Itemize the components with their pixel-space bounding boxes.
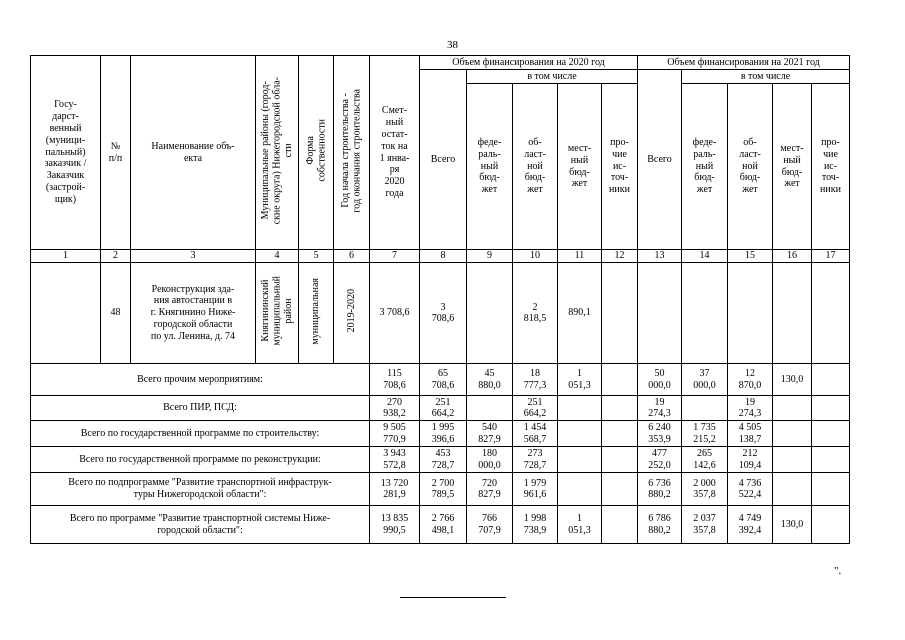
summary-cell-col-8: 2 700 789,5 (420, 473, 467, 506)
col-number: 9 (467, 250, 513, 263)
object-row (31, 263, 850, 364)
col-number: 13 (638, 250, 682, 263)
summary-cell-col-7: 115 708,6 (370, 364, 420, 396)
summary-label: Всего по государственной программе по строительству: (31, 421, 370, 447)
object-regional-2021 (728, 263, 773, 364)
summary-cell-col-15: 12 870,0 (728, 364, 773, 396)
summary-cell-col-13: 6 240 353,9 (638, 421, 682, 447)
summary-rows (31, 364, 850, 544)
header-including-2021: в том числе (682, 70, 850, 84)
summary-cell-col-14: 265 142,6 (682, 447, 728, 473)
col-number: 6 (334, 250, 370, 263)
header-including-2020: в том числе (467, 70, 638, 84)
footnote-divider (400, 597, 506, 598)
column-number-row (31, 250, 850, 263)
object-other-2021 (812, 263, 850, 364)
summary-cell-col-12 (602, 421, 638, 447)
header-customer: Госу- дарст- венный (муници- пальный) заказчик / Заказчик (застрой- щик) (31, 56, 101, 250)
summary-label: Всего по программе "Развитие транспортной системы Ниже- городской области": (31, 506, 370, 544)
summary-cell-col-9: 180 000,0 (467, 447, 513, 473)
header-other-2021: про- чие ис- точ- ники (812, 84, 850, 250)
summary-cell-col-8: 251 664,2 (420, 396, 467, 421)
summary-cell-col-14: 2 037 357,8 (682, 506, 728, 544)
header-object-name: Наименование объ- екта (131, 56, 256, 250)
summary-cell-col-7: 13 720 281,9 (370, 473, 420, 506)
header-local-2021: мест- ный бюд- жет (773, 84, 812, 250)
summary-cell-col-10: 1 979 961,6 (513, 473, 558, 506)
object-local-2021 (773, 263, 812, 364)
summary-cell-col-15: 4 736 522,4 (728, 473, 773, 506)
object-customer-cell (31, 263, 101, 364)
summary-cell-col-10: 1 998 738,9 (513, 506, 558, 544)
summary-cell-col-11 (558, 447, 602, 473)
header-local-2020: мест- ный бюд- жет (558, 84, 602, 250)
summary-cell-col-17 (812, 421, 850, 447)
summary-cell-col-11 (558, 473, 602, 506)
header-federal-2021: феде- раль- ный бюд- жет (682, 84, 728, 250)
col-number: 2 (101, 250, 131, 263)
summary-cell-col-17 (812, 506, 850, 544)
col-number: 5 (299, 250, 334, 263)
col-number: 3 (131, 250, 256, 263)
summary-cell-col-11 (558, 396, 602, 421)
summary-row (31, 396, 850, 421)
financing-table (30, 55, 850, 544)
summary-cell-col-11: 1 051,3 (558, 506, 602, 544)
summary-cell-col-12 (602, 447, 638, 473)
summary-cell-col-10: 1 454 568,7 (513, 421, 558, 447)
header-financing-2021: Объем финансирования на 2021 год (638, 56, 850, 70)
summary-cell-col-7: 13 835 990,5 (370, 506, 420, 544)
col-number: 4 (256, 250, 299, 263)
object-number: 48 (101, 263, 131, 364)
summary-cell-col-8: 2 766 498,1 (420, 506, 467, 544)
col-number: 8 (420, 250, 467, 263)
object-other-2020 (602, 263, 638, 364)
summary-label: Всего ПИР, ПСД: (31, 396, 370, 421)
summary-cell-col-14: 2 000 357,8 (682, 473, 728, 506)
summary-row (31, 473, 850, 506)
summary-cell-col-15: 19 274,3 (728, 396, 773, 421)
summary-cell-col-16: 130,0 (773, 364, 812, 396)
summary-cell-col-14: 1 735 215,2 (682, 421, 728, 447)
summary-cell-col-13: 477 252,0 (638, 447, 682, 473)
summary-cell-col-13: 6 736 880,2 (638, 473, 682, 506)
summary-cell-col-17 (812, 447, 850, 473)
object-ownership: муниципальная (299, 263, 334, 364)
object-district: Княгининский муниципальный район (256, 263, 299, 364)
summary-label: Всего прочим мероприятиям: (31, 364, 370, 396)
summary-cell-col-8: 453 728,7 (420, 447, 467, 473)
header-remainder: Смет- ный остат- ток на 1 янва- ря 2020 года (370, 56, 420, 250)
header-district: Муниципальные районы (город- ские округа) Нижегородской обла- сти (256, 56, 299, 250)
header-regional-2021: об- ласт- ной бюд- жет (728, 84, 773, 250)
summary-row (31, 364, 850, 396)
header-financing-2020: Объем финансирования на 2020 год (420, 56, 638, 70)
col-number: 14 (682, 250, 728, 263)
summary-cell-col-12 (602, 506, 638, 544)
summary-cell-col-16 (773, 396, 812, 421)
summary-cell-col-7: 3 943 572,8 (370, 447, 420, 473)
summary-cell-col-15: 212 109,4 (728, 447, 773, 473)
object-federal-2021 (682, 263, 728, 364)
col-number: 12 (602, 250, 638, 263)
summary-label: Всего по государственной программе по реконструкции: (31, 447, 370, 473)
summary-cell-col-16 (773, 447, 812, 473)
header-federal-2020: феде- раль- ный бюд- жет (467, 84, 513, 250)
summary-cell-col-9: 45 880,0 (467, 364, 513, 396)
object-federal-2020 (467, 263, 513, 364)
object-regional-2020: 2 818,5 (513, 263, 558, 364)
summary-cell-col-15: 4 749 392,4 (728, 506, 773, 544)
summary-cell-col-12 (602, 364, 638, 396)
summary-cell-col-9: 766 707,9 (467, 506, 513, 544)
summary-cell-col-14: 37 000,0 (682, 364, 728, 396)
header-ownership: Форма собственности (299, 56, 334, 250)
summary-cell-col-9 (467, 396, 513, 421)
summary-cell-col-17 (812, 396, 850, 421)
col-number: 7 (370, 250, 420, 263)
closing-quote: ". (834, 565, 842, 577)
summary-cell-col-12 (602, 396, 638, 421)
summary-cell-col-13: 6 786 880,2 (638, 506, 682, 544)
header-regional-2020: об- ласт- ной бюд- жет (513, 84, 558, 250)
summary-cell-col-12 (602, 473, 638, 506)
summary-cell-col-16 (773, 473, 812, 506)
summary-cell-col-10: 251 664,2 (513, 396, 558, 421)
object-total-2020: 3 708,6 (420, 263, 467, 364)
summary-row (31, 447, 850, 473)
summary-cell-col-9: 720 827,9 (467, 473, 513, 506)
col-number: 16 (773, 250, 812, 263)
summary-cell-col-7: 270 938,2 (370, 396, 420, 421)
header-number: № п/п (101, 56, 131, 250)
object-years: 2019-2020 (334, 263, 370, 364)
object-remainder: 3 708,6 (370, 263, 420, 364)
summary-cell-col-13: 19 274,3 (638, 396, 682, 421)
summary-cell-col-10: 273 728,7 (513, 447, 558, 473)
col-number: 10 (513, 250, 558, 263)
summary-cell-col-11 (558, 421, 602, 447)
summary-cell-col-13: 50 000,0 (638, 364, 682, 396)
col-number: 17 (812, 250, 850, 263)
header-years: Год начала строительства - год окончания строительства (334, 56, 370, 250)
summary-cell-col-15: 4 505 138,7 (728, 421, 773, 447)
page-number: 38 (447, 39, 458, 51)
header-total-2021: Всего (638, 70, 682, 250)
summary-cell-col-8: 1 995 396,6 (420, 421, 467, 447)
object-local-2020: 890,1 (558, 263, 602, 364)
summary-label: Всего по подпрограмме "Развитие транспортной инфраструк- туры Нижегородской области": (31, 473, 370, 506)
summary-cell-col-17 (812, 473, 850, 506)
summary-cell-col-8: 65 708,6 (420, 364, 467, 396)
summary-cell-col-7: 9 505 770,9 (370, 421, 420, 447)
summary-row (31, 506, 850, 544)
col-number: 1 (31, 250, 101, 263)
summary-row (31, 421, 850, 447)
summary-cell-col-16 (773, 421, 812, 447)
summary-cell-col-14 (682, 396, 728, 421)
col-number: 11 (558, 250, 602, 263)
header-other-2020: про- чие ис- точ- ники (602, 84, 638, 250)
summary-cell-col-11: 1 051,3 (558, 364, 602, 396)
header-total-2020: Всего (420, 70, 467, 250)
summary-cell-col-17 (812, 364, 850, 396)
object-name: Реконструкция зда- ния автостанции в г. Княгинино Ниже- городской области по ул. Ленина, д. 74 (131, 263, 256, 364)
summary-cell-col-16: 130,0 (773, 506, 812, 544)
summary-cell-col-10: 18 777,3 (513, 364, 558, 396)
object-total-2021 (638, 263, 682, 364)
col-number: 15 (728, 250, 773, 263)
summary-cell-col-9: 540 827,9 (467, 421, 513, 447)
